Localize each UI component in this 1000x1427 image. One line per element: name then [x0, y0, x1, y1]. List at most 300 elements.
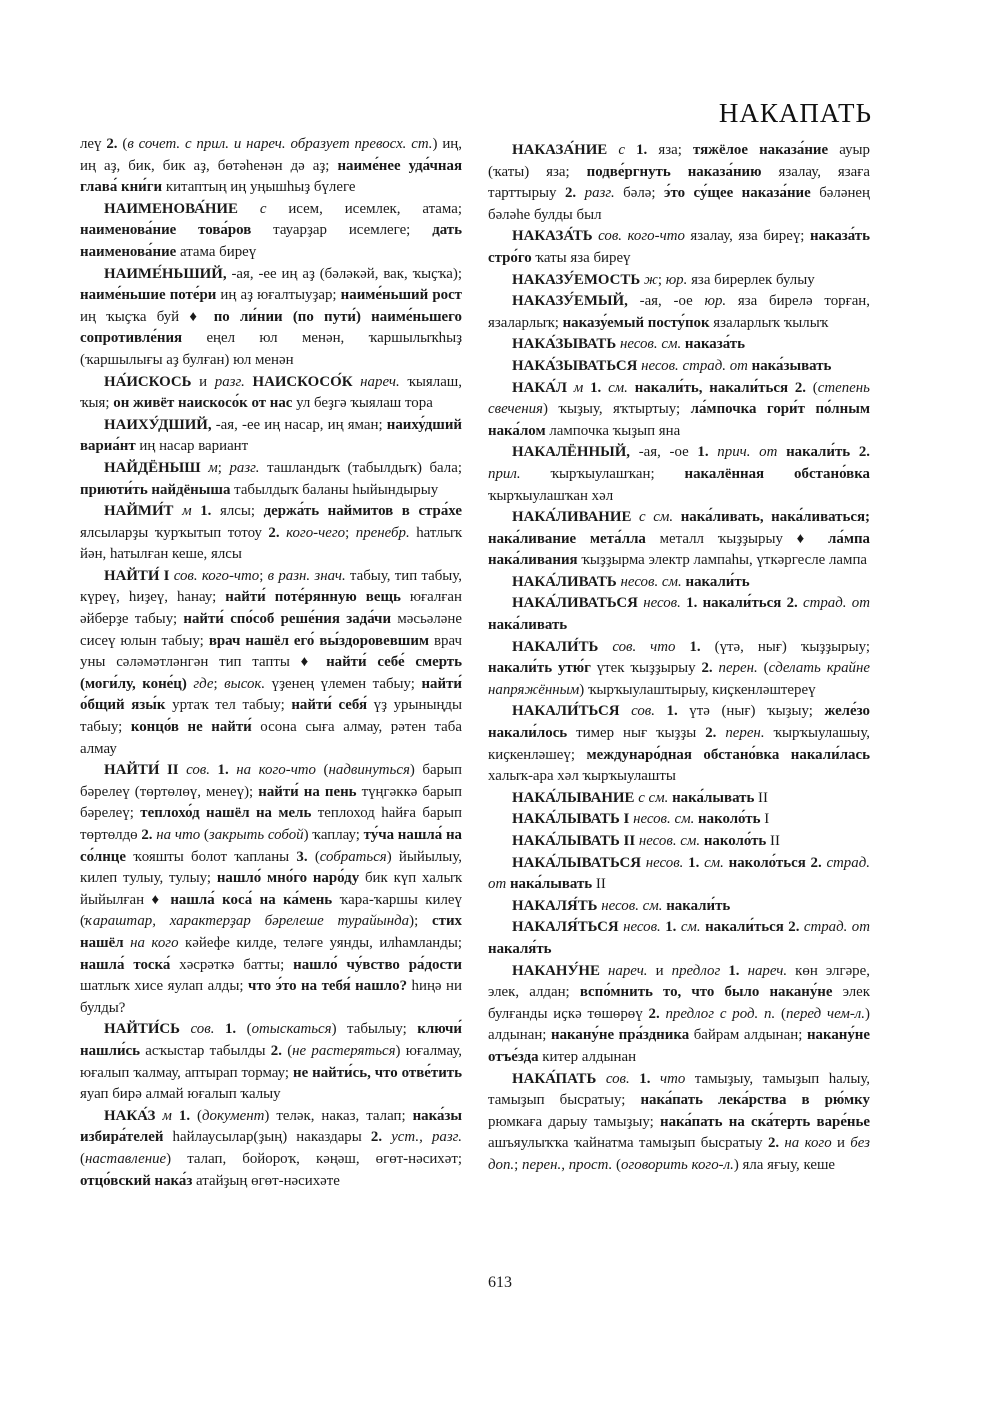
entry-bold-text: НАКАЛЯ́ТЬ [512, 897, 598, 914]
entry-text: тимер нығ ҡыҙҙы [567, 725, 706, 742]
entry-text [174, 503, 183, 519]
entry-text [172, 1108, 179, 1124]
entry-text: ялсыларҙы ҡурҡытып тотоу [80, 524, 269, 541]
entry-bold-text: 1. [200, 503, 212, 520]
entry-bold-text: наиме́ньший рост [340, 287, 462, 304]
entry-text [709, 444, 718, 460]
entry-bold-text: найти́ себя́ [291, 697, 367, 714]
entry-text: язаларлыҡ ҡылыҡ [709, 314, 829, 331]
dictionary-entry [488, 701, 870, 787]
entry-text: ) йыйылыу, килеп тулыу, тулыу; [80, 848, 462, 887]
entry-text: ҡырҡыулашҡан; [520, 465, 685, 482]
entry-text: атама биреү [176, 243, 257, 260]
entry-bold-text: подве́ргнуть наказа́нию [586, 163, 762, 180]
entry-italic-text: сов. [631, 703, 655, 720]
entry-italic-text: несов. см. [619, 336, 682, 353]
entry-bold-text: нака́зы избира́телей [80, 1107, 462, 1146]
entry-text: тауарҙар исемлеге; [251, 222, 433, 239]
dictionary-entry [488, 593, 870, 636]
entry-italic-text: степень свечения [488, 379, 870, 418]
entry-text: ( [806, 379, 818, 396]
entry-bold-text: нака́пать на ска́терть варе́нье [660, 1113, 870, 1130]
entry-italic-text: сделать крайне напряжённым [488, 660, 870, 698]
entry-bold-text: 1. [224, 1021, 237, 1038]
entry-text: еңел юл менән, ҡаршылыҡһыҙ (ҡаршылығы аҙ булған) юл менән [80, 330, 462, 368]
entry-bold-text: НАКА́ЛИВАТЬСЯ [512, 595, 638, 612]
entry-text: ; [514, 1156, 523, 1173]
entry-text [245, 374, 253, 390]
entry-italic-text: не растеряться [292, 1042, 396, 1059]
entry-text: ҡырҡыулашыу, киҫкенләшеү; [488, 725, 870, 763]
entry-bold-text: НАКА́ЛЫВАТЬ II [512, 833, 636, 849]
entry-italic-text: собраться [319, 848, 387, 865]
entry-italic-text: м [182, 503, 192, 520]
entry-italic-text: разг. [584, 185, 615, 202]
entry-bold-text: 1. [217, 762, 229, 779]
dictionary-entry [488, 637, 870, 702]
entry-italic-text: с см. [639, 509, 674, 526]
entry-italic-text: страд. от [803, 595, 870, 612]
entry-italic-text: с [259, 200, 267, 217]
entry-italic-text: несов. [643, 595, 681, 612]
entry-italic-text: несов. см. [620, 573, 682, 590]
entry-bold-text: дать наименова́ние [80, 222, 462, 260]
entry-text: осона сыға алмау, рәтен таба алмау [80, 719, 462, 757]
entry-bold-text: нашло́ мно́го наро́ду [216, 870, 360, 887]
entry-bold-text: наиху́дший вариа́нт [80, 416, 462, 455]
entry-text [210, 762, 218, 778]
entry-text: иң ҡыҫҡа буй ♦ [80, 308, 214, 325]
entry-bold-text: НАКА́ЛИВАНИЕ [512, 509, 632, 526]
entry-bold-text: накали́ться 2. [702, 595, 798, 612]
entry-bold-text: найти́ спо́соб реше́ния зада́чи [183, 611, 392, 628]
entry-bold-text: накали́ть утю́г [488, 660, 591, 677]
entry-text: яза; [647, 142, 693, 158]
entry-text: ( [307, 848, 320, 865]
entry-text: һайлаусылар(ҙың) наказдары [163, 1129, 371, 1146]
entry-text: халыҡ-ара хәл ҡырҡыулашты [488, 768, 676, 785]
entry-bold-text: тяжёлое наказа́ние [692, 142, 829, 158]
entry-italic-text: несов. [645, 854, 684, 871]
entry-bold-text: вспо́мнить то, что было накану́не [579, 984, 833, 1001]
dictionary-entry [488, 1069, 870, 1177]
entry-bold-text: нака́ливать [488, 617, 568, 634]
entry-text: язалау, яза биреү; [684, 228, 810, 245]
entry-text: һиңә ни булды? [80, 978, 462, 1016]
entry-italic-text: сов. что [612, 638, 676, 655]
entry-text: ҡыялаш, ҡыя; [80, 373, 462, 412]
dictionary-entry [488, 853, 870, 896]
dictionary-entry [488, 291, 870, 334]
entry-text: и [647, 962, 672, 979]
entry-text: ( [117, 136, 128, 152]
entry-text: II [592, 876, 606, 893]
entry-text: ауыр (ҡаты) яза; [488, 142, 870, 180]
entry-text: -ая, -ое [630, 444, 698, 461]
entry-bold-text: 2. [141, 827, 153, 843]
entry-text: ; [259, 567, 268, 584]
entry-italic-text: отыскаться [251, 1021, 332, 1038]
entry-text: -ая, -ее иң насар, иң яман; [211, 416, 387, 433]
entry-text: үҙенең үлемен табыу; [265, 675, 422, 692]
entry-bold-text: наколо́ть [698, 811, 761, 828]
entry-italic-text: перен. [718, 660, 758, 677]
entry-text: ; [345, 524, 356, 541]
entry-bold-text: ту́ча нашла́ на со́лнце [80, 827, 462, 865]
dictionary-entry [488, 442, 870, 507]
dictionary-entry [488, 334, 870, 356]
entry-bold-text: наиме́ньшие поте́ри [80, 287, 217, 304]
entry-text: үтә (нығ) ҡыҙыу; [677, 703, 825, 720]
entry-text [650, 1071, 660, 1087]
entry-text: ; [217, 459, 230, 476]
entry-text: үтек ҡыҙҙырыу [590, 660, 702, 677]
entry-text: мәсьәләне сисеү юлын табыу; [80, 611, 462, 649]
entry-text: яуап бирә алмай юғалып ҡалыу [80, 1086, 281, 1103]
entry-text: ; [657, 271, 666, 288]
entry-bold-text: нашло́ чу́вство ра́дости [293, 956, 462, 973]
dictionary-entry [488, 917, 870, 960]
entry-text: ) ҡыҙыу, яҡтыртыу; [542, 401, 691, 418]
entry-text [567, 380, 574, 396]
entry-bold-text: найти́ о́бщий язы́к [80, 675, 462, 714]
entry-text [600, 963, 608, 979]
entry-italic-text: страд. от [488, 854, 870, 893]
entry-text: ) иң, иң аҙ, бик, бик аҙ, бөтәһенән дә аҙ; [80, 136, 462, 174]
entry-text: ҡыҙҙырма электр лампаһы, үткәргесле лампа [577, 552, 868, 569]
entry-bold-text: НАКА́З [104, 1107, 156, 1124]
entry-text: I [760, 811, 770, 828]
entry-bold-text: врач нашёл его́ вы́здоровевшим [208, 632, 430, 649]
entry-bold-text: 1. [639, 1070, 651, 1087]
entry-bold-text: нашла́ коса́ на ка́мень [170, 891, 333, 908]
entry-bold-text: 1. [178, 1107, 191, 1124]
dictionary-entry [488, 896, 870, 918]
left-column [80, 134, 462, 1192]
entry-text: иң аҙ юғалтыуҙар; [216, 287, 341, 304]
entry-text [619, 703, 631, 719]
dictionary-entry [80, 199, 462, 264]
entry-text: бәләнең бәләһе булды был [488, 185, 870, 223]
entry-text [631, 509, 639, 525]
entry-text: ҡояшты болот ҡапланы [125, 848, 297, 865]
entry-text: хәсрәткә батты; [170, 956, 294, 973]
entry-bold-text: нашла́ тоска́ [80, 956, 171, 973]
entry-bold-text: ла́мпочка гори́т по́лным нака́лом [488, 401, 870, 439]
entry-bold-text: НАЙТИ́ II [104, 762, 179, 779]
entry-text: рюмкаға дарыу тамыҙыу; [488, 1113, 661, 1130]
entry-bold-text: наказу́емый посту́пок [562, 314, 710, 331]
entry-text: (үтә, нығ) ҡыҙҙырыу; [700, 638, 870, 655]
entry-italic-text: нареч. [747, 962, 788, 979]
entry-bold-text: НАКА́ЛЫВАТЬ I [512, 811, 630, 828]
entry-italic-text: перед чем-л. [785, 1005, 866, 1022]
entry-bold-text: нака́лывать [509, 876, 593, 893]
entry-text: ( [80, 1150, 85, 1167]
entry-bold-text: нака́ливать, нака́ливаться; нака́ливание мета́лла [488, 509, 870, 547]
entry-bold-text: держа́ть наймитов в стра́хе [263, 503, 462, 520]
entry-text: ( [612, 1156, 621, 1173]
entry-bold-text: наказа́ть [684, 336, 745, 353]
dictionary-entry [80, 566, 462, 760]
entry-bold-text: накану́не пра́здника [551, 1027, 690, 1044]
entry-text: ул беҙгә ҡыялаш тора [292, 395, 433, 412]
entry-bold-text: наказа́ть стро́го [488, 228, 870, 266]
entry-italic-text: сов. [605, 1070, 630, 1087]
entry-bold-text: НАЙМИ́Т [104, 503, 174, 520]
entry-bold-text: 1. [697, 444, 709, 461]
entry-italic-text: с [618, 142, 625, 158]
entry-italic-text: надвинуться [328, 762, 410, 779]
entry-bold-text: отцо́вский нака́з [80, 1172, 193, 1189]
entry-text [740, 963, 748, 979]
entry-bold-text: 1. [590, 379, 602, 396]
entry-italic-text: см. [704, 854, 724, 871]
entry-text: бик күп халыҡ йыйылған ♦ [80, 870, 462, 908]
entry-italic-text: юр. [704, 293, 727, 310]
entry-italic-text: с см. [638, 789, 669, 806]
entry-text: ) ҡырҡыулаштырыу, киҫкенләштереү [579, 681, 816, 698]
entry-bold-text: НАКА́ЛЫВАНИЕ [512, 789, 635, 806]
entry-text: ( [200, 827, 209, 843]
entry-text: ташландыҡ (табылдыҡ) бала; [259, 459, 462, 476]
entry-text: ( [281, 1042, 293, 1059]
entry-bold-text: по ли́нии (по пути́) наиме́ньшего сопротивле́ния [80, 308, 462, 347]
entry-bold-text: 2. [648, 1005, 660, 1022]
entry-bold-text: НАКАЛИ́ТЬ [512, 638, 599, 655]
entry-italic-text: разг. [229, 459, 260, 476]
entry-text: ) табылыу; [331, 1021, 418, 1038]
entry-text: яза бирерлек булыу [687, 271, 815, 288]
dictionary-entry [80, 372, 462, 415]
dictionary-entry [80, 1019, 462, 1105]
entry-text: уртаҡ тел табыу; [165, 697, 292, 714]
entry-bold-text: НАКАЛЯ́ТЬСЯ [512, 919, 619, 936]
entry-bold-text: наиме́нее уда́чная глава́ кни́ги [80, 157, 463, 196]
entry-bold-text: накали́ть, накали́ться 2. [634, 379, 806, 396]
entry-italic-text: на кого [130, 934, 179, 951]
entry-text [214, 1021, 225, 1037]
entry-italic-text: несов. страд. от [641, 357, 748, 374]
entry-italic-text: нареч. [608, 962, 648, 979]
entry-bold-text: стих нашёл [80, 913, 462, 951]
entry-bold-text: НАИМЕ́НЬШИЙ, [104, 265, 227, 282]
entry-text [238, 201, 260, 217]
entry-italic-text: оговорить кого-л. [621, 1156, 734, 1173]
entry-text: китер алдынан [538, 1048, 637, 1065]
entry-text: шатлыҡ хисе яулап алды; [80, 978, 249, 995]
entry-text: II [766, 833, 780, 849]
entry-italic-text: сов. [186, 762, 210, 779]
entry-text: үҙ урыныңды табыу; [80, 697, 462, 736]
entry-text: элек булғанды иҫкә төшөрөү [488, 984, 870, 1022]
dictionary-entry [80, 134, 462, 199]
entry-text: и [191, 373, 215, 390]
entry-italic-text: прич. от [717, 444, 778, 461]
entry-text: ; [213, 675, 225, 692]
entry-bold-text: 1. [666, 703, 678, 720]
dictionary-entry [488, 140, 870, 226]
entry-bold-text: нака́лывать [672, 789, 755, 806]
entry-text [630, 1071, 640, 1087]
entry-text: врач уны сәләмәтләнгән тип тапты ♦ [80, 632, 463, 671]
entry-text: ( [757, 660, 769, 677]
dictionary-entry [80, 458, 462, 501]
dictionary-entry [488, 507, 870, 572]
entry-bold-text: НАКА́ЛИВАТЬ [512, 573, 617, 590]
entry-text: ( [190, 1107, 202, 1124]
entry-bold-text: найти́ на пень [258, 783, 357, 800]
entry-text: и [831, 1135, 851, 1152]
entry-italic-text: несов. [623, 919, 661, 936]
entry-bold-text: приюти́ть найдёныша [80, 481, 231, 498]
dictionary-entry [488, 831, 870, 853]
entry-bold-text: накану́не отъе́зда [488, 1027, 870, 1065]
entry-text: табылдыҡ баланы һыйындырыу [230, 481, 439, 498]
entry-italic-text: см. [608, 379, 628, 396]
dictionary-entry [488, 788, 870, 810]
entry-italic-text: м [162, 1107, 172, 1124]
dictionary-entry [488, 809, 870, 831]
entry-text: кәйефе килде, теләге уянды, илһамланды; [178, 934, 462, 951]
entry-text: теплоход һайға барып төртөлдө [80, 805, 462, 843]
entry-italic-text: предлог [671, 962, 721, 979]
entry-italic-text: на кого [784, 1135, 832, 1152]
dictionary-entry [488, 226, 870, 269]
entry-text [607, 142, 618, 158]
entry-bold-text: теплохо́д нашёл на мель [140, 805, 312, 822]
entry-bold-text: наколо́ть [703, 833, 767, 849]
dictionary-entry [488, 961, 870, 1069]
entry-text: асҡыстар табылды [140, 1042, 271, 1059]
dictionary-entry [80, 264, 462, 372]
entry-bold-text: 1. [728, 962, 740, 979]
dictionary-entry [488, 270, 870, 292]
entry-italic-text: ж [643, 271, 658, 288]
entry-italic-text: прил. [488, 465, 521, 482]
entry-italic-text: наставление [84, 1150, 167, 1167]
entry-bold-text: НАКАЗА́НИЕ [512, 142, 608, 158]
entry-bold-text: нака́пать лека́рства в рю́мку [640, 1092, 870, 1109]
entry-bold-text: НАКАЛЁННЫЙ, [512, 444, 631, 461]
entry-bold-text: НАЙТИ́ I [104, 567, 170, 584]
dictionary-entry [80, 760, 462, 1019]
entry-text [675, 639, 689, 655]
entry-bold-text: концо́в не найти́ [130, 719, 252, 736]
page-number: 613 [488, 1274, 512, 1291]
entry-italic-text: кого-чего [286, 524, 346, 541]
entry-bold-text: он живёт наискосо́к от нас [113, 395, 293, 412]
entry-text: көн элгәре, элек, алдан; [488, 962, 870, 1001]
entry-text: түңгәккә барып бәрелеү; [80, 783, 462, 822]
entry-bold-text: накалённая обстано́вка [684, 465, 870, 482]
entry-italic-text: в разн. знач. [267, 567, 346, 584]
entry-text: ) барып бәрелеү (төртөлөү, менеү); [80, 762, 462, 800]
entry-italic-text: разг. [214, 373, 245, 390]
dictionary-entry [488, 572, 870, 594]
entry-italic-text: документ [201, 1107, 265, 1124]
right-column [488, 140, 870, 1177]
entry-bold-text: 3. [296, 848, 308, 865]
entry-text: леү [80, 136, 107, 152]
dictionary-entry [488, 378, 870, 443]
entry-italic-text: несов. см. [638, 833, 701, 849]
entry-bold-text: НАКА́ЛЫВАТЬСЯ [512, 854, 641, 871]
entry-bold-text: НАКА́ЗЫВАТЬ [512, 336, 617, 353]
entry-bold-text: ла́мпа нака́ливания [488, 530, 870, 569]
entry-bold-text: 2. [270, 1042, 282, 1059]
entry-bold-text: НАЙТИ́СЬ [104, 1021, 181, 1038]
entry-text [576, 185, 585, 201]
entry-bold-text: НАЙДЁНЫШ [104, 459, 201, 476]
entry-bold-text: НА́ИСКОСЬ [104, 373, 192, 390]
entry-text [628, 380, 635, 396]
entry-text: ) юғалмау, юғалып ҡалмау, аптырап тормау; [80, 1042, 462, 1081]
entry-text: тамыҙыу, тамыҙып һалыу, тамыҙып бысратыу; [488, 1070, 871, 1109]
entry-text: яза бирелә торған, язаларлыҡ; [488, 293, 870, 331]
entry-bold-text: НАИМЕНОВА́НИЕ [104, 200, 238, 217]
entry-italic-text: высок. [224, 675, 266, 692]
entry-bold-text: междунаро́дная обстано́вка накали́лась [586, 746, 870, 763]
entry-italic-text: нареч. [360, 373, 400, 390]
entry-italic-text: пренебр. [355, 524, 410, 541]
entry-bold-text: найти́ поте́рянную вещь [225, 589, 401, 606]
entry-bold-text: 1. [688, 854, 700, 871]
entry-italic-text: где [193, 675, 214, 692]
entry-text [382, 1129, 391, 1145]
entry-bold-text: НАКА́ПАТЬ [512, 1070, 597, 1087]
entry-bold-text: НАИСКОСО́К [252, 373, 353, 390]
entry-text: II [754, 789, 768, 806]
entry-italic-text: закрыть собой [208, 827, 304, 843]
entry-text: ялсы; [211, 503, 264, 520]
entry-text [596, 1071, 606, 1087]
entry-bold-text: накали́ть 2. [786, 444, 870, 461]
entry-text: ) талап, бойороҡ, кәңәш, өгөт-нәсихәт; [166, 1150, 462, 1167]
entry-bold-text: накаля́ть [488, 940, 552, 957]
entry-text: байрам алдынан; [689, 1027, 807, 1044]
entry-text: лампочка ҡыҙып яна [545, 422, 681, 439]
entry-italic-text: ҡараштар, характерҙар бәрелеше турайында [84, 913, 410, 930]
entry-italic-text: м [573, 379, 584, 396]
entry-bold-text: 1. [636, 142, 648, 158]
entry-text: ҡаты яза биреү [531, 249, 631, 266]
entry-bold-text: НАКА́ЗЫВАТЬСЯ [512, 357, 638, 374]
entry-italic-text: на кого-что [236, 762, 317, 779]
entry-bold-text: наколо́ться 2. [728, 854, 822, 871]
entry-bold-text: НАИХУ́ДШИЙ, [104, 416, 212, 433]
entry-text: һатлыҡ йән, һатылған кеше, ялсы [80, 524, 462, 563]
entry-bold-text: 2. [701, 660, 713, 677]
entry-bold-text: 2. [268, 524, 280, 541]
entry-text [179, 762, 187, 778]
entry-text [673, 509, 681, 525]
entry-italic-text: перен., прост. [522, 1156, 613, 1173]
entry-bold-text: найти́ себе́ смерть (моги́лу, коне́ц) [80, 654, 462, 692]
entry-bold-text: 2. [564, 185, 577, 202]
entry-italic-text: несов. см. [633, 811, 695, 828]
entry-bold-text: 2. [705, 725, 717, 742]
entry-bold-text: НАКАЗУ́ЕМОСТЬ [512, 271, 641, 288]
entry-text [777, 444, 786, 460]
entry-text: иң насар вариант [135, 438, 249, 455]
entry-bold-text: 2. [106, 136, 118, 152]
entry-bold-text: нака́зывать [751, 357, 832, 374]
entry-bold-text: НАКАЗУ́ЕМЫЙ, [512, 293, 628, 310]
entry-italic-text: перен. [725, 725, 765, 742]
entry-text: ашъяулыҡҡа ҡайнатма тамыҙып бысратыу [488, 1135, 768, 1152]
entry-bold-text: э́то су́щее наказа́ние [664, 185, 811, 202]
